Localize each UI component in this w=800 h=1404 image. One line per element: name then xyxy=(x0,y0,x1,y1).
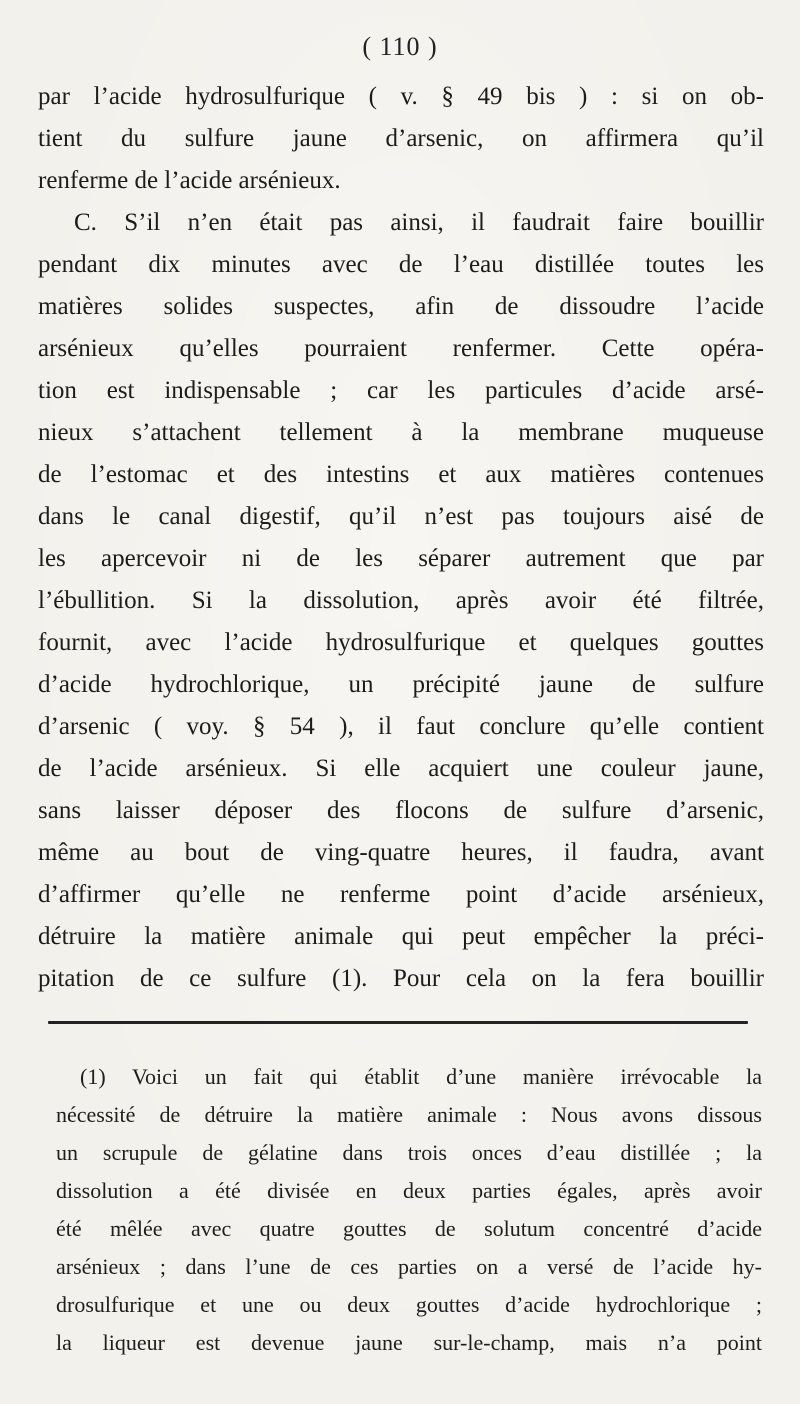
text-line: dans le canal digestif, qu’il n’est pas toujours aisé de xyxy=(38,503,764,530)
footnote-divider xyxy=(48,1021,748,1024)
text-line: fournit, avec l’acide hydrosulfurique et quelques gouttes xyxy=(38,629,764,656)
text-line: pitation de ce sulfure (1). Pour cela on la fera bouillir xyxy=(38,965,764,992)
footnote-line: dissolution a été divisée en deux parties égales, après avoir xyxy=(56,1178,762,1203)
text-line: l’ébullition. Si la dissolution, après avoir été filtrée, xyxy=(38,587,764,614)
footnote-line: drosulfurique et une ou deux gouttes d’acide hydrochlorique ; xyxy=(56,1292,762,1317)
text-line: d’affirmer qu’elle ne renferme point d’acide arsénieux, xyxy=(38,881,764,908)
footnote-line: arsénieux ; dans l’une de ces parties on a versé de l’acide hy- xyxy=(56,1254,762,1279)
text-line: détruire la matière animale qui peut empêcher la préci- xyxy=(38,923,764,950)
text-line: tient du sulfure jaune d’arsenic, on affirmera qu’il xyxy=(38,125,764,152)
text-line: même au bout de ving-quatre heures, il faudra, avant xyxy=(38,839,764,866)
footnote-line: un scrupule de gélatine dans trois onces d’eau distillée ; la xyxy=(56,1140,762,1165)
text-line: sans laisser déposer des flocons de sulfure d’arsenic, xyxy=(38,797,764,824)
text-line: arsénieux qu’elles pourraient renfermer. Cette opéra- xyxy=(38,335,764,362)
footnote-line: (1) Voici un fait qui établit d’une manière irrévocable la xyxy=(80,1064,762,1089)
text-line: renferme de l’acide arsénieux. xyxy=(38,167,341,194)
page-number: ( 110 ) xyxy=(362,32,438,61)
footnote-line: nécessité de détruire la matière animale : Nous avons dissous xyxy=(56,1102,762,1127)
text-line: tion est indispensable ; car les particules d’acide arsé- xyxy=(38,377,764,404)
text-line: par l’acide hydrosulfurique ( v. § 49 bis ) : si on ob- xyxy=(38,83,764,110)
footnote-line: été mêlée avec quatre gouttes de solutum concentré d’acide xyxy=(56,1216,762,1241)
text-line: d’arsenic ( voy. § 54 ), il faut conclure qu’elle contient xyxy=(38,713,764,740)
text-line: matières solides suspectes, afin de dissoudre l’acide xyxy=(38,293,764,320)
text-line: les apercevoir ni de les séparer autrement que par xyxy=(38,545,764,572)
text-line: nieux s’attachent tellement à la membrane muqueuse xyxy=(38,419,764,446)
paragraph-start-line: C. S’il n’en était pas ainsi, il faudrait faire bouillir xyxy=(74,209,764,236)
text-line: de l’acide arsénieux. Si elle acquiert une couleur jaune, xyxy=(38,755,764,782)
text-line: de l’estomac et des intestins et aux matières contenues xyxy=(38,461,764,488)
text-line: pendant dix minutes avec de l’eau distillée toutes les xyxy=(38,251,764,278)
footnote-line: la liqueur est devenue jaune sur-le-champ, mais n’a point xyxy=(56,1330,762,1355)
text-line: d’acide hydrochlorique, un précipité jaune de sulfure xyxy=(38,671,764,698)
